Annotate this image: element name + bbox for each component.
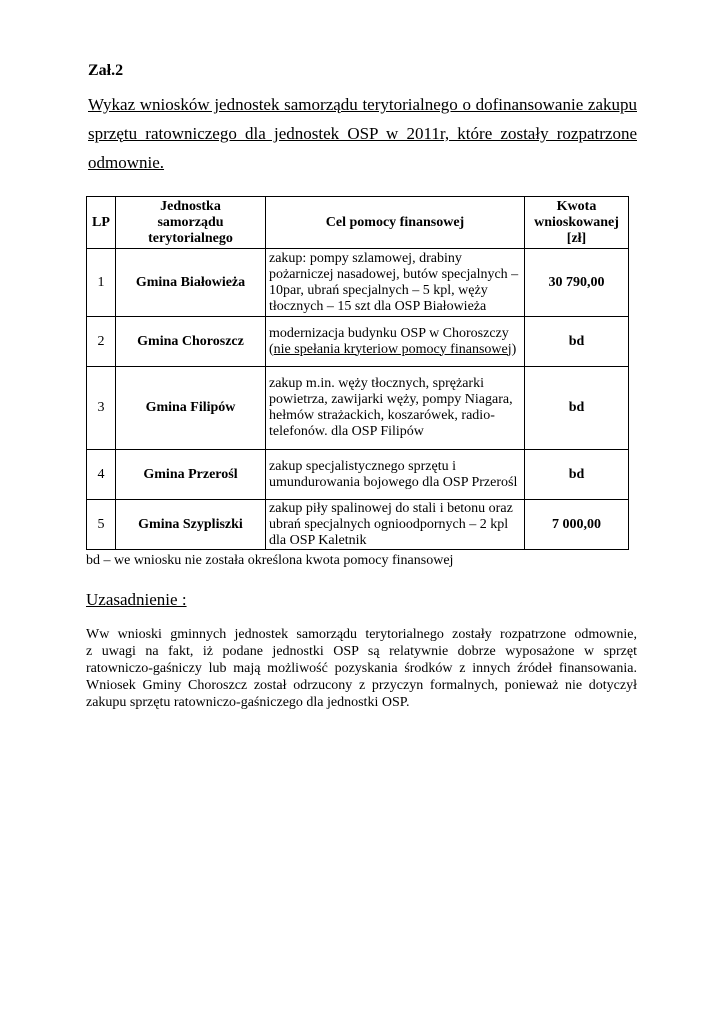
header-amount bbox=[525, 197, 629, 249]
table-header-row bbox=[87, 197, 629, 249]
cell-lp: 1 bbox=[87, 249, 116, 317]
header-amount-line-2: wnioskowanej bbox=[534, 214, 619, 230]
table-row bbox=[87, 450, 629, 500]
header-unit-line-3: terytorialnego bbox=[148, 230, 233, 246]
justification-paragraph bbox=[86, 626, 637, 711]
cell-amount: 7 000,00 bbox=[525, 500, 629, 550]
header-purpose: Cel pomocy finansowej bbox=[266, 197, 525, 249]
purpose-text-end: ) bbox=[511, 341, 517, 357]
cell-purpose: zakup specjalistycznego sprzętu i umundurowania bojowego dla OSP Przerośl bbox=[266, 450, 525, 500]
heading-line-2: sprzętu ratowniczego dla jednostek OSP w 2011r, które zostały rozpatrzone bbox=[88, 124, 637, 143]
cell-purpose bbox=[266, 317, 525, 367]
header-unit bbox=[116, 197, 266, 249]
header-unit-line-2: samorządu bbox=[157, 214, 224, 230]
cell-purpose: zakup: pompy szlamowej, drabiny pożarniczej nasadowej, butów specjalnych – 10par, ubrań specjalnych – 5 kpl, węży tłocznych – 15 szt dla OSP Białowieża bbox=[266, 249, 525, 317]
cell-lp: 5 bbox=[87, 500, 116, 550]
cell-lp: 3 bbox=[87, 367, 116, 450]
purpose-note-underlined: nie spełania kryteriow pomocy finansowej bbox=[273, 341, 512, 357]
cell-unit: Gmina Białowieża bbox=[116, 249, 266, 317]
cell-unit: Gmina Choroszcz bbox=[116, 317, 266, 367]
cell-lp: 2 bbox=[87, 317, 116, 367]
table-row bbox=[87, 367, 629, 450]
header-lp: LP bbox=[87, 197, 116, 249]
justification-line-2: z uwagi na fakt, iż podane jednostki OSP są relatywnie dobrze wyposażone w sprzęt bbox=[86, 644, 637, 659]
justification-line-5: zakupu sprzętu ratowniczo-gaśniczego dla jednostki OSP. bbox=[86, 695, 410, 710]
cell-lp: 4 bbox=[87, 450, 116, 500]
header-amount-line-3: [zł] bbox=[566, 230, 587, 246]
cell-amount: 30 790,00 bbox=[525, 249, 629, 317]
table-footnote: bd – we wniosku nie została określona kwota pomocy finansowej bbox=[86, 553, 454, 568]
cell-unit: Gmina Filipów bbox=[116, 367, 266, 450]
cell-unit: Gmina Szypliszki bbox=[116, 500, 266, 550]
header-unit-line-1: Jednostka bbox=[160, 198, 221, 214]
justification-line-1: Ww wnioski gminnych jednostek samorządu terytorialnego zostały rozpatrzone odmownie, bbox=[86, 627, 637, 642]
justification-line-4: Wniosek Gminy Choroszcz został odrzucony z przyczyn formalnych, ponieważ nie dotyczył bbox=[86, 678, 637, 693]
applications-table bbox=[86, 196, 629, 550]
cell-purpose: zakup m.in. węży tłocznych, sprężarki powietrza, zawijarki węży, pompy Niagara, hełmów strażackich, koszarówek, radio-telefonów. dla OSP Filipów bbox=[266, 367, 525, 450]
cell-amount: bd bbox=[525, 367, 629, 450]
cell-purpose: zakup piły spalinowej do stali i betonu oraz ubrań specjalnych ognioodpornych – 2 kpl dla OSP Kaletnik bbox=[266, 500, 525, 550]
attachment-label: Zał.2 bbox=[88, 62, 124, 79]
table-row bbox=[87, 317, 629, 367]
justification-title: Uzasadnienie : bbox=[86, 590, 187, 609]
cell-amount: bd bbox=[525, 317, 629, 367]
heading-line-3: odmownie. bbox=[88, 153, 165, 172]
table-row bbox=[87, 500, 629, 550]
header-amount-line-1: Kwota bbox=[556, 198, 597, 214]
table-row bbox=[87, 249, 629, 317]
cell-unit: Gmina Przerośl bbox=[116, 450, 266, 500]
purpose-text: modernizacja budynku OSP w Choroszczy ( bbox=[269, 325, 509, 357]
cell-amount: bd bbox=[525, 450, 629, 500]
justification-line-3: ratowniczo-gaśniczy lub mają możliwość pozyskania środków z innych źródeł finansowania. bbox=[86, 661, 637, 676]
heading-line-1: Wykaz wniosków jednostek samorządu terytorialnego o dofinansowanie zakupu bbox=[88, 95, 637, 114]
